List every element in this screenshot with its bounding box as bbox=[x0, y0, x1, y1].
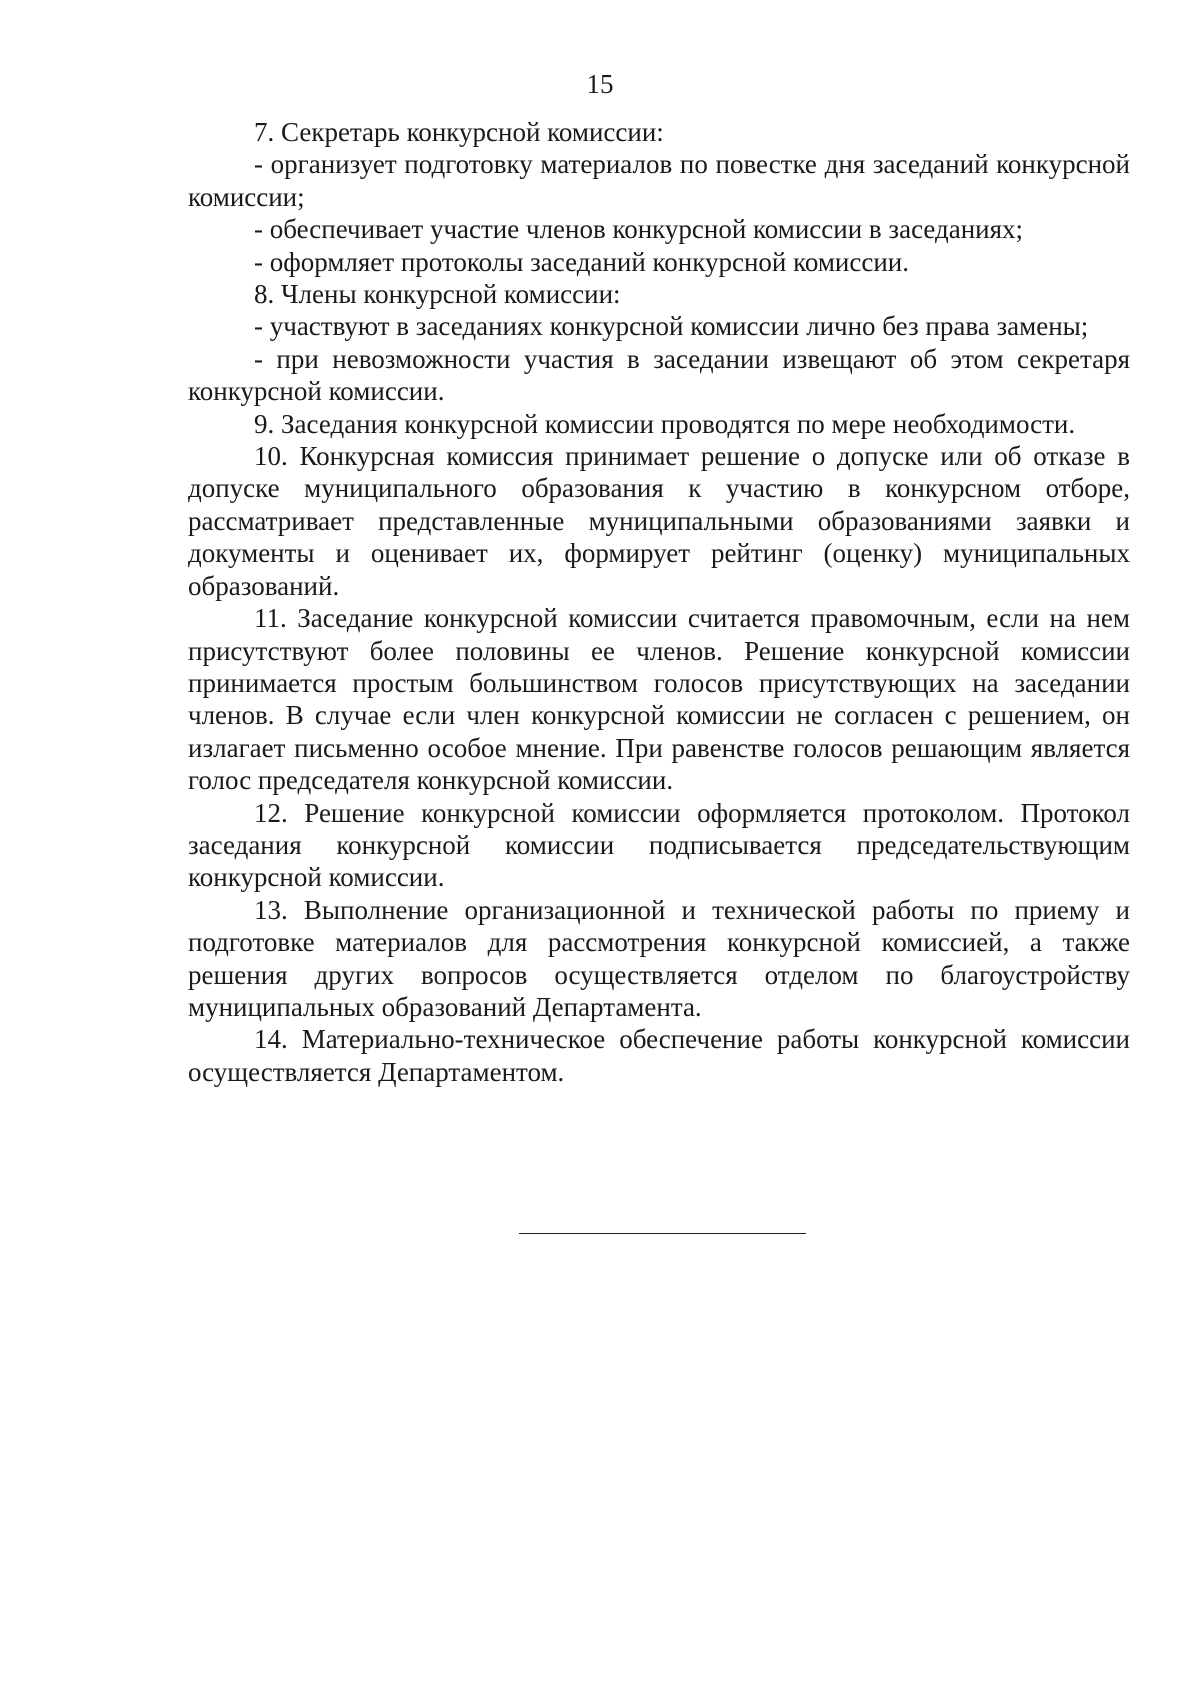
paragraph-13: 13. Выполнение организационной и технической работы по приему и подготовке материалов для рассмотрения конкурсной комиссией, а также решения других вопросов осуществляется отделом по благоустройству муниципальных образований Департамента. bbox=[188, 894, 1130, 1022]
paragraph-14: 14. Материально-техническое обеспечение работы конкурсной комиссии осуществляется Департаментом. bbox=[188, 1024, 1130, 1087]
paragraph-10: 10. Конкурсная комиссия принимает решение о допуске или об отказе в допуске муниципального образования к участию в конкурсном отборе, рассматривает представленные муниципальными образованиями заявки и документы и оценивает их, формирует рейтинг (оценку) муниципальных образований. bbox=[188, 441, 1130, 601]
paragraph-8-heading: 8. Члены конкурсной комиссии: bbox=[254, 279, 621, 310]
paragraph-12: 12. Решение конкурсной комиссии оформляется протоколом. Протокол заседания конкурсной комиссии подписывается председательствующим конкурсной комиссии. bbox=[188, 797, 1130, 893]
paragraph-11: 11. Заседание конкурсной комиссии считается правомочным, если на нем присутствуют более половины ее членов. Решение конкурсной комиссии принимается простым большинством голосов присутствующих на заседании членов. В случае если член конкурсной комиссии не согласен с решением, он излагает письменно особое мнение. При равенстве голосов решающим является голос председателя конкурсной комиссии. bbox=[188, 603, 1130, 796]
paragraph-7-item-2: - обеспечивает участие членов конкурсной комиссии в заседаниях; bbox=[254, 214, 1024, 245]
document-body bbox=[188, 116, 1130, 1088]
paragraph-8-item-2: - при невозможности участия в заседании извещают об этом секретаря конкурсной комиссии. bbox=[188, 343, 1130, 407]
paragraph-7-item-1: - организует подготовку материалов по повестке дня заседаний конкурсной комиссии; bbox=[188, 149, 1130, 212]
paragraph-8-item-1: - участвуют в заседаниях конкурсной комиссии лично без права замены; bbox=[254, 311, 1089, 342]
paragraph-9: 9. Заседания конкурсной комиссии проводятся по мере необходимости. bbox=[254, 408, 1076, 439]
paragraph-7-heading: 7. Секретарь конкурсной комиссии: bbox=[254, 117, 664, 147]
page-number: 15 bbox=[586, 69, 614, 99]
end-divider-line bbox=[519, 1233, 806, 1234]
paragraph-7-item-3: - оформляет протоколы заседаний конкурсной комиссии. bbox=[254, 246, 909, 277]
